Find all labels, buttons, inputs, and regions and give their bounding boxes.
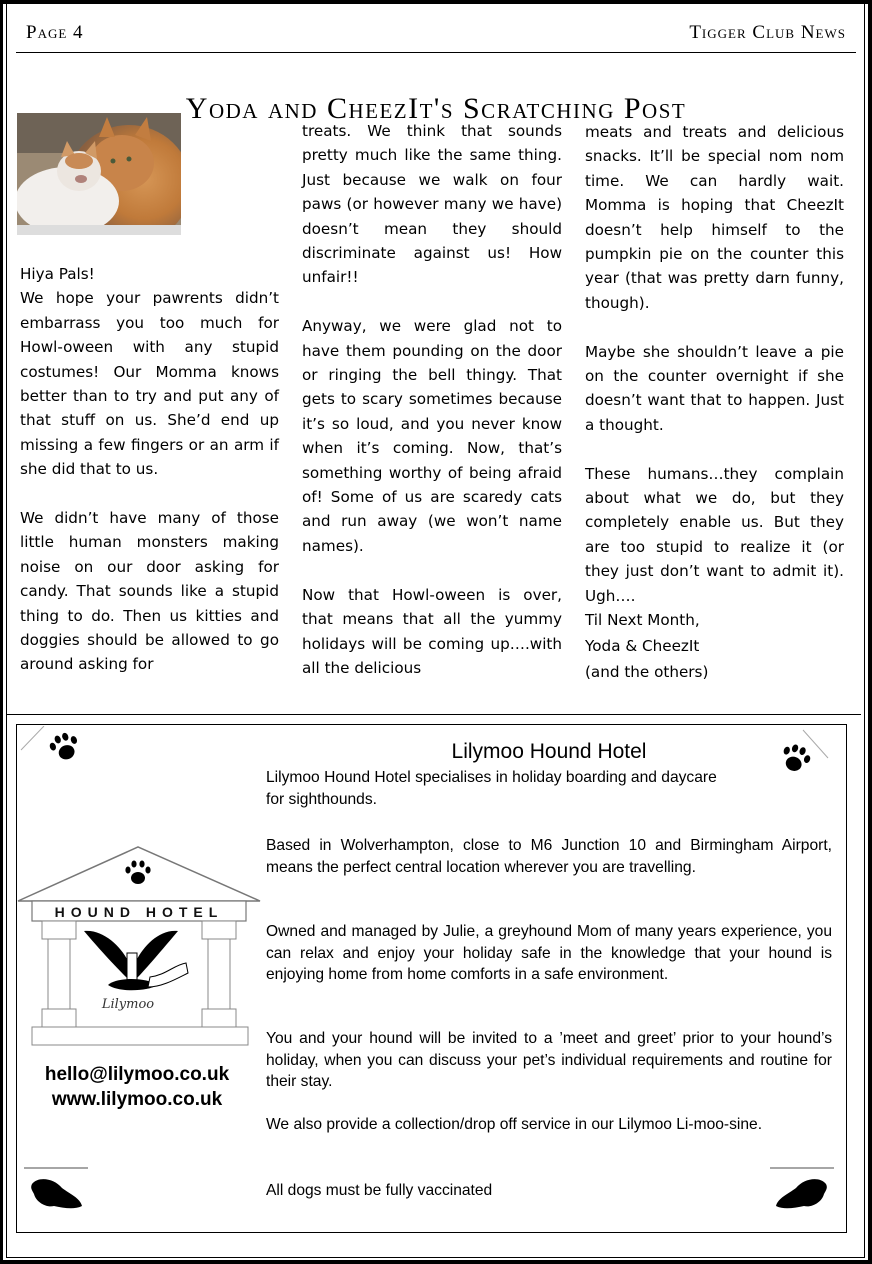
paragraph: treats. We think that sounds pretty much like the same thing. Just because we walk on four paws (or however many we have) doesn’t mean they should discriminate against us! How unfair!! <box>302 122 562 287</box>
advert-location: Based in Wolverhampton, close to M6 Junction 10 and Birmingham Airport, means the perfect central location wherever you are travelling. <box>266 837 832 876</box>
logo-sign-text: HOUND HOTEL <box>54 904 224 920</box>
advert-vaccination: All dogs must be fully vaccinated <box>266 1182 493 1199</box>
paragraph: We didn’t have many of those little human monsters making noise on our door asking for candy. That sounds like a stupid thing to do. Then us kitties and doggies should be allowed to go around asking for <box>20 509 279 674</box>
email-link[interactable]: hello@lilymoo.co.uk <box>44 1064 230 1085</box>
header-divider <box>16 52 856 53</box>
advert-intro: Lilymoo Hound Hotel specialises in holiday boarding and daycare for sighthounds. <box>266 769 717 808</box>
advert-paragraph <box>266 921 832 986</box>
advert-collection: We also provide a collection/drop off service in our Lilymoo Li-moo-sine. <box>266 1116 763 1133</box>
paragraph: Now that Howl-oween is over, that means that all the yummy holidays will be coming up….with all the delicious <box>302 585 562 677</box>
logo-script-text: Lilymoo <box>101 997 155 1012</box>
advert-owner: Owned and managed by Julie, a greyhound Mom of many years experience, you can relax and enjoy your holiday safe in the knowledge that your hound is enjoying home from home comforts in a safe environment. <box>266 923 832 983</box>
article-column-1 <box>20 262 279 677</box>
advert-paragraph <box>266 835 832 878</box>
section-divider <box>6 714 861 715</box>
paragraph: These humans…they complain about what we do, but they completely enable us. But they are too stupid to realize it (or they just don’t want to admit it). Ugh…. <box>585 464 844 605</box>
advert-paragraph <box>266 1114 832 1136</box>
page-number: Page 4 <box>26 22 84 43</box>
advert-paragraph <box>266 1028 832 1093</box>
article-column-2 <box>302 119 562 680</box>
cats-photo <box>17 113 181 235</box>
paragraph: Anyway, we were glad not to have them pounding on the door or ringing the bell thingy. That gets to scary sometimes because it’s so loud, and you never know when it’s coming. Now, that’s something worthy of being afraid of! Some of us are scaredy cats and run away (we won’t name names). <box>302 317 562 555</box>
paragraph: meats and treats and delicious snacks. It’ll be special nom nom time. We can hardly wait. Momma is hoping that CheezIt doesn’t help himself to the pumpkin pie on the counter this year (that was pretty darn funny, though). <box>585 123 844 312</box>
paragraph: We hope your pawrents didn’t embarrass you too much for Howl-oween with any stupid costumes! Our Momma knows better than to try and put any of that stuff on us. She’d end up missing a few fingers or an arm if she did that to us. <box>20 289 279 479</box>
advert-paragraph <box>266 767 736 810</box>
website-link[interactable]: www.lilymoo.co.uk <box>51 1089 223 1110</box>
advert-meet-greet: You and your hound will be invited to a ’meet and greet’ prior to your hound’s holiday, when you can discuss your pet’s individual requirements and routine for their stay. <box>266 1030 832 1090</box>
paragraph: Maybe she shouldn’t leave a pie on the counter overnight if she doesn’t want that to happen. Just a thought. <box>585 342 844 434</box>
signoff-line: Til Next Month, <box>585 611 700 630</box>
publication-name: Tigger Club News <box>689 22 846 43</box>
signoff-note: (and the others) <box>585 662 709 681</box>
advert-paragraph <box>266 1180 832 1202</box>
greeting: Hiya Pals! <box>20 265 95 283</box>
hound-hotel-logo <box>16 845 262 1047</box>
paw-print-icon <box>18 726 108 786</box>
dog-head-icon <box>24 1164 88 1214</box>
advert-title: Lilymoo Hound Hotel <box>451 740 647 763</box>
signoff-signature: Yoda & CheezIt <box>585 636 700 655</box>
article-title: Yoda and CheezIt's Scratching Post <box>185 92 687 126</box>
article-column-3 <box>585 120 844 684</box>
